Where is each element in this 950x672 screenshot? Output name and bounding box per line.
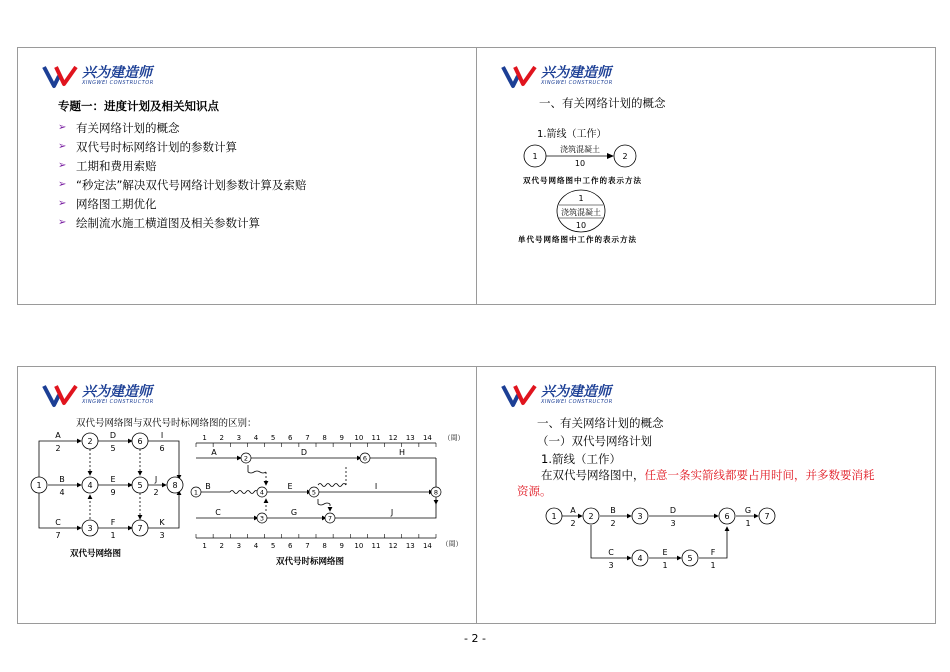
svg-text:1: 1 <box>710 561 716 570</box>
svg-text:H: H <box>398 448 406 457</box>
activity-labels <box>55 431 165 540</box>
node-work-diagram <box>551 188 611 234</box>
list-item: ➢ 工期和费用索赔 <box>58 158 157 173</box>
week-tick-label: 2 <box>219 434 224 442</box>
bullet-arrow-icon: ➢ <box>58 141 67 152</box>
svg-text:8: 8 <box>433 488 439 497</box>
left-caption: 双代号网络图 <box>70 549 122 559</box>
bullet-arrow-icon: ➢ <box>58 179 67 190</box>
svg-text:3: 3 <box>670 519 676 528</box>
week-tick-label: 13 <box>405 542 415 550</box>
svg-text:5: 5 <box>110 444 116 453</box>
double-code-network <box>24 429 189 559</box>
week-tick-label: 6 <box>288 542 293 550</box>
svg-text:3: 3 <box>637 512 643 521</box>
svg-text:E: E <box>662 548 668 557</box>
svg-text:5: 5 <box>137 481 143 490</box>
svg-text:3: 3 <box>159 531 165 540</box>
work-name: 浇筑混凝土 <box>560 145 600 154</box>
topic-list <box>58 98 306 232</box>
svg-text:E: E <box>110 475 116 484</box>
bullet-arrow-icon: ➢ <box>58 198 67 209</box>
svg-text:2: 2 <box>55 444 61 453</box>
svg-text:6: 6 <box>159 444 165 453</box>
brand-logo <box>501 381 651 411</box>
svg-text:1: 1 <box>36 481 42 490</box>
logo-mark-icon <box>501 64 539 90</box>
svg-text:7: 7 <box>327 514 333 523</box>
svg-text:2: 2 <box>588 512 594 521</box>
brand-logo <box>501 62 651 92</box>
svg-text:2: 2 <box>570 519 576 528</box>
week-tick-label: 1 <box>202 434 207 442</box>
list-item: ➢ 有关网络计划的概念 <box>58 120 180 135</box>
slide-4 <box>476 366 936 624</box>
list-item: ➢ 双代号时标网络计划的参数计算 <box>58 139 237 154</box>
svg-text:5: 5 <box>687 554 693 563</box>
svg-text:7: 7 <box>55 531 61 540</box>
dummy-wave <box>248 471 266 473</box>
svg-text:7: 7 <box>137 524 143 533</box>
arrow-head-icon <box>607 153 614 159</box>
svg-text:2: 2 <box>610 519 616 528</box>
svg-text:D: D <box>109 431 117 440</box>
list-item: ➢ 网络图工期优化 <box>58 196 157 211</box>
page-number: - 2 - <box>464 632 486 645</box>
week-tick-label: 14 <box>422 434 432 442</box>
svg-text:4: 4 <box>87 481 93 490</box>
svg-text:I: I <box>160 431 164 440</box>
svg-text:3: 3 <box>608 561 614 570</box>
svg-text:D: D <box>300 448 308 457</box>
logo-mark-icon <box>42 383 80 409</box>
slide-paragraph: 在双代号网络图中，任意一条实箭线都要占用时间，并多数要消耗资源。 <box>517 468 875 498</box>
slide-3 <box>17 366 477 624</box>
week-tick-label: 10 <box>354 542 364 550</box>
brand-name: 兴为建造师 <box>82 384 152 400</box>
node <box>546 508 775 566</box>
list-item: ➢ “秒定法”解决双代号网络计划参数计算及索赔 <box>58 177 307 192</box>
week-tick-label: 4 <box>253 434 259 442</box>
svg-text:4: 4 <box>59 488 65 497</box>
svg-text:4: 4 <box>259 488 265 497</box>
week-tick-label: 5 <box>270 434 276 442</box>
week-tick-label: 6 <box>288 434 293 442</box>
slide-subtitle-1: （一）双代号网络计划 <box>537 434 652 448</box>
slide-1 <box>17 47 477 305</box>
slide-subtitle: 1.箭线（工作） <box>537 129 607 140</box>
example-network <box>543 505 793 575</box>
svg-text:B: B <box>205 482 211 491</box>
work-duration: 10 <box>574 159 586 168</box>
slide-title: 一、有关网络计划的概念 <box>539 96 666 110</box>
bullet-arrow-icon: ➢ <box>58 160 67 171</box>
brand-logo <box>42 381 192 411</box>
node-bottom: 10 <box>575 221 587 230</box>
logo-mark-icon <box>501 383 539 409</box>
node-end-label: 2 <box>622 152 628 161</box>
dummy-wave <box>318 503 330 505</box>
svg-text:G: G <box>290 508 298 517</box>
week-tick-label: 3 <box>236 542 242 550</box>
timescale-network <box>190 431 475 561</box>
week-tick-label: 8 <box>322 434 327 442</box>
svg-text:6: 6 <box>724 512 730 521</box>
logo-mark-icon <box>42 64 80 90</box>
week-tick-label: 11 <box>371 542 381 550</box>
week-tick-label: 1 <box>202 542 207 550</box>
brand-name-en: XINGWEI CONSTRUCTOR <box>541 399 613 405</box>
brand-logo <box>42 62 192 92</box>
week-tick-label: 7 <box>305 434 310 442</box>
bullet-arrow-icon: ➢ <box>58 217 67 228</box>
svg-text:C: C <box>608 548 614 557</box>
node <box>191 453 441 523</box>
svg-text:6: 6 <box>137 437 143 446</box>
svg-text:1: 1 <box>110 531 116 540</box>
svg-text:8: 8 <box>172 481 178 490</box>
svg-text:C: C <box>55 518 61 527</box>
week-tick-label: 7 <box>305 542 310 550</box>
scale-bottom-ticks <box>196 534 436 550</box>
svg-text:J: J <box>390 508 394 517</box>
caption-double-code: 双代号网络图中工作的表示方法 <box>523 176 642 185</box>
week-tick-label: 12 <box>388 434 398 442</box>
slide-2 <box>476 47 936 305</box>
svg-text:2: 2 <box>153 488 159 497</box>
week-tick-label: 4 <box>253 542 259 550</box>
svg-text:J: J <box>154 475 158 484</box>
svg-text:1: 1 <box>745 519 751 528</box>
svg-text:B: B <box>59 475 65 484</box>
week-tick-label: 2 <box>219 542 224 550</box>
node-top: 1 <box>578 194 584 203</box>
svg-text:6: 6 <box>362 454 368 463</box>
svg-text:4: 4 <box>637 554 643 563</box>
bullet-arrow-icon: ➢ <box>58 122 67 133</box>
brand-name-en: XINGWEI CONSTRUCTOR <box>541 80 613 86</box>
svg-text:C: C <box>215 508 221 517</box>
svg-text:1: 1 <box>551 512 557 521</box>
svg-text:E: E <box>287 482 293 491</box>
right-caption: 双代号时标网络图 <box>276 557 345 567</box>
svg-text:7: 7 <box>764 512 770 521</box>
brand-name: 兴为建造师 <box>82 65 152 81</box>
brand-name-en: XINGWEI CONSTRUCTOR <box>82 399 154 405</box>
act-J <box>334 499 436 518</box>
slide-subtitle-2: 1.箭线（工作） <box>541 452 621 466</box>
svg-text:2: 2 <box>243 454 249 463</box>
svg-text:1: 1 <box>193 488 199 497</box>
svg-text:9: 9 <box>110 488 116 497</box>
svg-text:I: I <box>374 482 378 491</box>
slide-title: 一、有关网络计划的概念 <box>537 416 664 430</box>
node-name: 浇筑混凝土 <box>561 208 601 217</box>
node-start-label: 1 <box>532 152 538 161</box>
svg-text:K: K <box>159 518 165 527</box>
brand-name-en: XINGWEI CONSTRUCTOR <box>82 80 154 86</box>
week-tick-label: 11 <box>371 434 381 442</box>
scale-top-ticks <box>196 434 436 447</box>
svg-text:1: 1 <box>662 561 668 570</box>
svg-text:B: B <box>610 506 616 515</box>
highlight-text: 任意一条实箭线都要占用时间，并多数要消耗资源。 <box>517 468 875 498</box>
svg-text:3: 3 <box>259 514 265 523</box>
brand-name: 兴为建造师 <box>541 65 611 81</box>
svg-text:A: A <box>211 448 217 457</box>
svg-text:2: 2 <box>87 437 93 446</box>
svg-text:G: G <box>744 506 752 515</box>
svg-text:A: A <box>570 506 576 515</box>
svg-text:A: A <box>55 431 61 440</box>
week-tick-label: 9 <box>339 542 344 550</box>
week-tick-label: 14 <box>422 542 432 550</box>
caption-single-code: 单代号网络图中工作的表示方法 <box>518 235 637 244</box>
week-tick-label: 12 <box>388 542 398 550</box>
week-tick-label: 3 <box>236 434 242 442</box>
week-tick-label: 10 <box>354 434 364 442</box>
week-tick-label: 13 <box>405 434 415 442</box>
topic-heading: 专题一：进度计划及相关知识点 <box>58 99 219 113</box>
slide-title: 双代号网络图与双代号时标网络图的区别： <box>76 418 257 429</box>
list-item: ➢ 绘制流水施工横道图及相关参数计算 <box>58 215 260 230</box>
svg-text:3: 3 <box>87 524 93 533</box>
svg-text:F: F <box>110 518 116 527</box>
svg-text:F: F <box>710 548 716 557</box>
dummy-wave <box>318 484 346 487</box>
week-label: （周） <box>443 434 465 442</box>
brand-name: 兴为建造师 <box>541 384 611 400</box>
week-label-bottom: （周） <box>441 540 463 548</box>
week-tick-label: 5 <box>270 542 276 550</box>
svg-text:D: D <box>669 506 677 515</box>
week-tick-label: 9 <box>339 434 344 442</box>
svg-text:5: 5 <box>311 488 317 497</box>
week-tick-label: 8 <box>322 542 327 550</box>
